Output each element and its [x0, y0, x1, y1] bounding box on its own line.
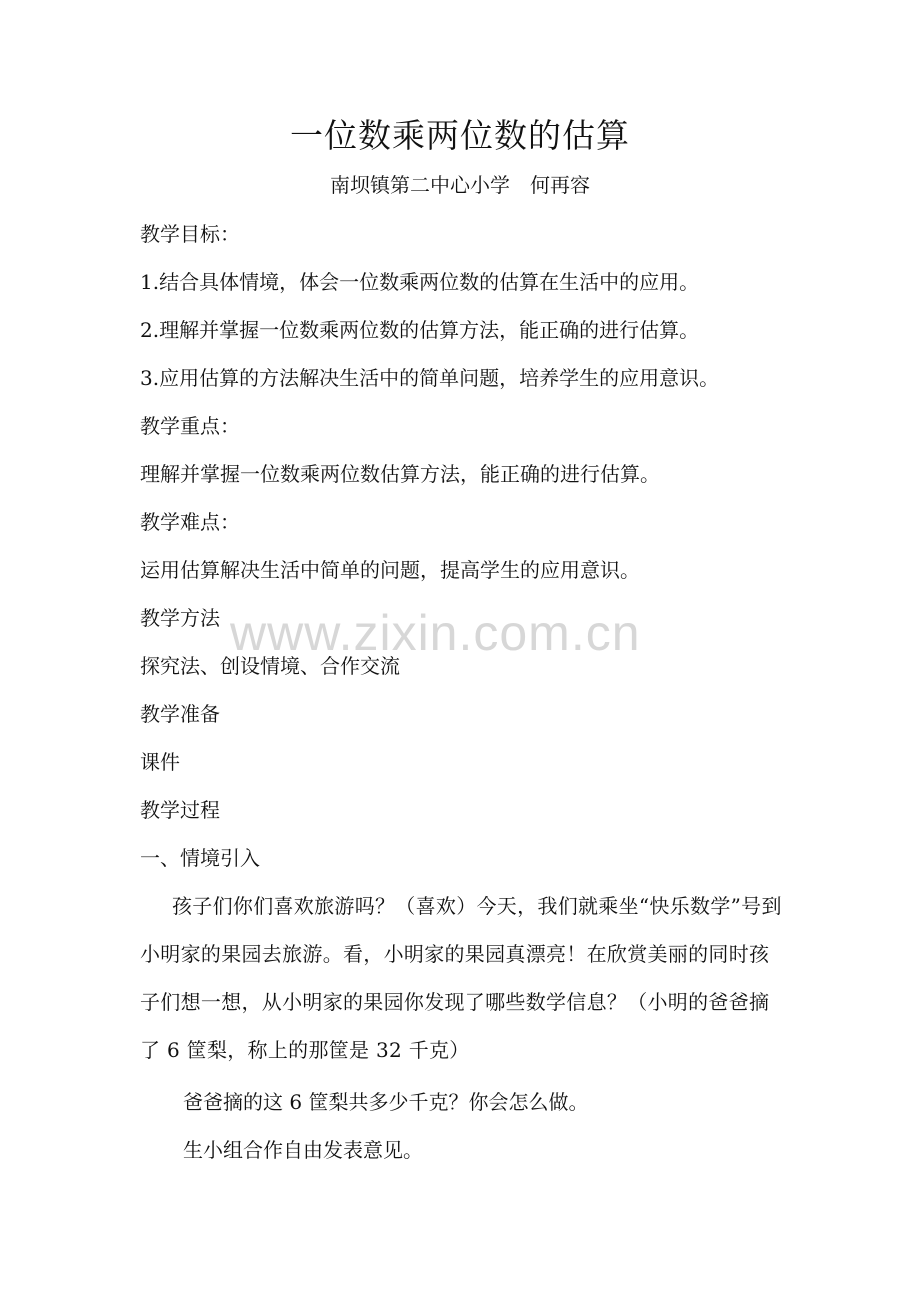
goal-item-1: 1.结合具体情境，体会一位数乘两位数的估算在生活中的应用。	[140, 270, 700, 294]
key-points-heading: 教学重点：	[140, 414, 240, 438]
section-1-heading: 一、情境引入	[140, 846, 260, 870]
prep-text: 课件	[140, 750, 180, 774]
methods-heading: 教学方法	[140, 606, 220, 630]
discussion-text: 生小组合作自由发表意见。	[183, 1138, 423, 1162]
methods-text: 探究法、创设情境、合作交流	[140, 654, 400, 678]
process-heading: 教学过程	[140, 798, 220, 822]
difficulties-text: 运用估算解决生活中简单的问题，提高学生的应用意识。	[140, 558, 640, 582]
prep-heading: 教学准备	[140, 702, 220, 726]
section-1-paragraph: 孩子们你们喜欢旅游吗？（喜欢）今天，我们就乘坐“快乐数学”号到小明家的果园去旅游。看，小明家的果园真漂亮！在欣赏美丽的同时孩子们想一想，从小明家的果园你发现了哪些数学信息？（小明的爸爸摘了 6 筐梨，称上的那筐是 32 千克）	[140, 894, 782, 1062]
document-title: 一位数乘两位数的估算	[290, 116, 630, 155]
goals-heading: 教学目标：	[140, 222, 240, 246]
difficulties-heading: 教学难点：	[140, 510, 240, 534]
document-author: 南坝镇第二中心小学 何再容	[330, 173, 590, 197]
goal-item-3: 3.应用估算的方法解决生活中的简单问题，培养学生的应用意识。	[140, 366, 720, 390]
goal-item-2: 2.理解并掌握一位数乘两位数的估算方法，能正确的进行估算。	[140, 318, 700, 342]
question-text: 爸爸摘的这 6 筐梨共多少千克？你会怎么做。	[183, 1090, 589, 1114]
watermark: www.zixin.com.cn	[230, 605, 641, 661]
key-points-text: 理解并掌握一位数乘两位数估算方法，能正确的进行估算。	[140, 462, 660, 486]
